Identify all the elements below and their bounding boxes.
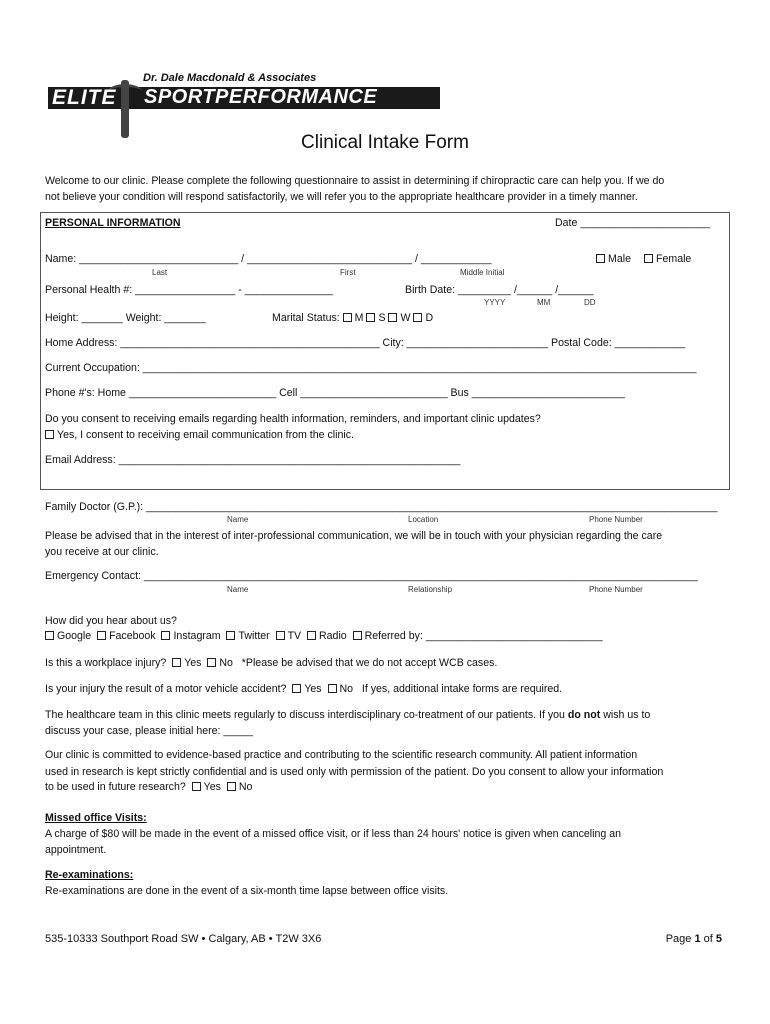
research-line-3: to be used in future research? Yes No [45,781,253,793]
personal-heading: PERSONAL INFORMATION [45,217,181,229]
birth-date-field[interactable]: Birth Date: _________ /______ /______ [405,284,594,296]
female-checkbox[interactable] [644,254,653,263]
female-option[interactable]: Female [644,252,691,266]
research-line-1: Our clinic is committed to evidence-based practice and contributing to the scientific research community. All patient information [45,749,638,761]
home-address-field[interactable]: Home Address: ____________________________________________ City: ________________________ Postal Code: ____________ [45,337,686,349]
hear-options: Google Facebook Instagram Twitter TV Radio Referred by: ______________________________ [45,629,603,643]
twitter-checkbox[interactable] [226,631,235,640]
facebook-checkbox[interactable] [97,631,106,640]
mva-yes-checkbox[interactable] [292,684,301,693]
mva-row: Is your injury the result of a motor vehicle accident? Yes No If yes, additional intake forms are required. [45,683,563,695]
research-line-2: used in research is kept strictly confidential and is used only with permission of the patient. Do you consent to allow your information [45,766,664,778]
marital-status: Marital Status: M S W D [272,312,434,324]
birth-sub-mm: MM [537,298,551,307]
logo-elite: ELITE [52,86,117,109]
research-yes-checkbox[interactable] [192,782,201,791]
doctor-sub-name: Name [227,515,249,524]
instagram-checkbox[interactable] [161,631,170,640]
marital-w-checkbox[interactable] [388,313,397,322]
referred-by-field[interactable]: Referred by: ______________________________ [364,630,603,642]
workplace-yes-checkbox[interactable] [172,658,181,667]
male-option[interactable]: Male [596,252,631,266]
occupation-field[interactable]: Current Occupation: ______________________________________________________________________________________________ [45,362,697,374]
health-number-field[interactable]: Personal Health #: _________________ - _______________ [45,284,334,296]
reexam-line: Re-examinations are done in the event of a six-month time lapse between office visits. [45,885,449,897]
name-sub-middle: Middle Initial [460,268,505,277]
missed-heading: Missed office Visits: [45,812,147,824]
mva-no-checkbox[interactable] [328,684,337,693]
doctor-sub-location: Location [408,515,439,524]
family-doctor-field[interactable]: Family Doctor (G.P.): _________________________________________________________________________________________________ [45,501,718,513]
name-field[interactable]: Name: ___________________________ / ____________________________ / ____________ [45,253,492,265]
birth-sub-dd: DD [584,298,596,307]
logo-sportperformance: SPORTPERFORMANCE [144,86,378,108]
intro-line-1: Welcome to our clinic. Please complete the following questionnaire to assist in determining if chiropractic care can help you. If we do [45,175,665,187]
emergency-contact-field[interactable]: Emergency Contact: ______________________________________________________________________________________________ [45,570,698,582]
name-sub-last: Last [152,268,168,277]
hear-question: How did you hear about us? [45,615,177,627]
team-line-1: The healthcare team in this clinic meets regularly to discuss interdisciplinary co-treatment of our patients. If you do not wish us to [45,709,651,721]
reexam-heading: Re-examinations: [45,869,134,881]
date-field[interactable]: Date ______________________ [555,217,710,229]
advise-line-1: Please be advised that in the interest of inter-professional communication, we will be in touch with your physician regarding the care [45,530,663,542]
emergency-sub-relationship: Relationship [408,585,453,594]
email-address-field[interactable]: Email Address: __________________________________________________________ [45,454,461,466]
radio-checkbox[interactable] [307,631,316,640]
birth-sub-yyyy: YYYY [484,298,506,307]
google-checkbox[interactable] [45,631,54,640]
intro-line-2: not believe your condition will respond satisfactorily, we will refer you to the appropriate healthcare provider in a timely manner. [45,191,638,203]
page-number: Page 1 of 5 [665,933,722,945]
marital-m-checkbox[interactable] [343,313,352,322]
workplace-no-checkbox[interactable] [207,658,216,667]
emergency-sub-phone: Phone Number [589,585,643,594]
email-consent-option[interactable]: Yes, I consent to receiving email communication from the clinic. [45,428,354,442]
advise-line-2: you receive at our clinic. [45,546,159,558]
marital-s-checkbox[interactable] [366,313,375,322]
referred-checkbox[interactable] [353,631,362,640]
team-initial-field[interactable]: discuss your case, please initial here: _____ [45,725,253,737]
missed-line-1: A charge of $80 will be made in the event of a missed office visit, or if less than 24 hours' notice is given when canceling an [45,828,621,840]
research-no-checkbox[interactable] [227,782,236,791]
workplace-injury-row: Is this a workplace injury? Yes No *Please be advised that we do not accept WCB cases. [45,657,498,669]
height-weight-field[interactable]: Height: _______ Weight: _______ [45,312,206,324]
marital-d-checkbox[interactable] [413,313,422,322]
emergency-sub-name: Name [227,585,249,594]
email-consent-question: Do you consent to receiving emails regarding health information, reminders, and important clinic updates? [45,413,541,425]
footer-address: 535-10333 Southport Road SW • Calgary, AB • T2W 3X6 [45,933,322,945]
name-sub-first: First [340,268,356,277]
email-consent-checkbox[interactable] [45,430,54,439]
logo-top-line: Dr. Dale Macdonald & Associates [143,72,317,84]
male-checkbox[interactable] [596,254,605,263]
page-title: Clinical Intake Form [301,132,469,153]
doctor-sub-phone: Phone Number [589,515,643,524]
tv-checkbox[interactable] [276,631,285,640]
missed-line-2: appointment. [45,844,107,856]
phone-fields[interactable]: Phone #'s: Home _________________________ Cell _________________________ Bus __________________________ [45,387,625,399]
